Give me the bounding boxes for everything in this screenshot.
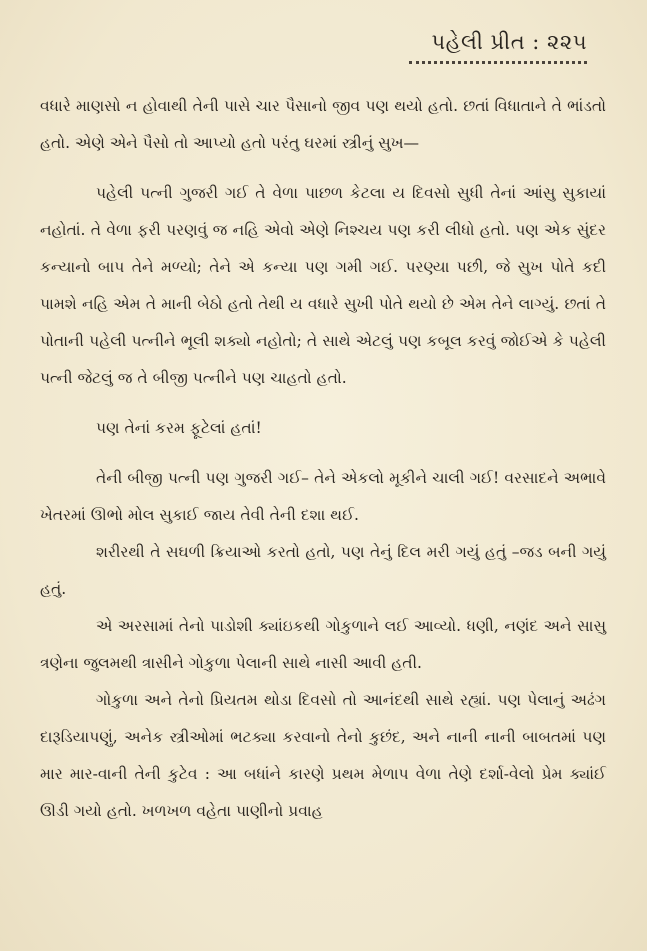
page-header-title: પહેલી પ્રીત : ૨૨૫ [431, 30, 587, 54]
paragraph-gap [40, 162, 606, 175]
paragraph-3: પણ તેનાં કરમ ફૂટેલાં હતાં! [96, 419, 262, 437]
paragraph-6: એ અરસામાં તેનો પાડોશી ક્યાંઇકથી ગોકુળાને લઈ આવ્યો. ધણી, નણંદ અને સાસુ ત્રણેના જુલમથી ત્રાસીને ગોકુળા પેલાની સાથે નાસી આવી હતી. [40, 617, 606, 672]
running-header [409, 30, 587, 64]
paragraph-gap [40, 397, 606, 410]
paragraph-1: વધારે માણસો ન હોવાથી તેની પાસે ચાર પૈસાનો જીવ પણ થયો હતો. છતાં વિધાતાને તે ભાંડતો હતો. એણે એને પૈસો તો આપ્યો હતો પરંતુ ઘરમાં સ્ત્રીનું સુખ— [40, 97, 606, 152]
paragraph-4: તેની બીજી પત્ની પણ ગુજરી ગઈ– તેને એકલો મૂકીને ચાલી ગઈ! વરસાદને અભાવે ખેતરમાં ઊભો મોલ સુકાઈ જાય તેવી તેની દશા થઈ. [40, 469, 606, 524]
paragraph-7: ગોકુળા અને તેનો પ્રિયતમ થોડા દિવસો તો આનંદથી સાથે રહ્યાં. પણ પેલાનું અઢંગ દારૂડિયાપણું, અનેક સ્ત્રીઓમાં ભટક્યા કરવાનો તેનો કુછંદ, અને નાની નાની બાબતમાં પણ માર માર-વાની તેની કુટેવ : આ બધાંને કારણે પ્રથમ મેળાપ વેળા તેણે દર્શા-વેલો પ્રેમ ક્યાંઈ ઊડી ગયો હતો. ખળખળ વહેતા પાણીનો પ્રવાહ [40, 691, 606, 820]
paragraph-5: શરીરથી તે સઘળી ક્રિયાઓ કરતો હતો, પણ તેનું દિલ મરી ગયું હતું –જડ બની ગયું હતું. [40, 543, 606, 598]
body-text [40, 88, 606, 830]
paragraph-2: પહેલી પત્ની ગુજરી ગઈ તે વેળા પાછળ કેટલા ય દિવસો સુધી તેનાં આંસુ સુકાયાં નહોતાં. તે વેળા ફરી પરણવું જ નહિ એવો એણે નિશ્ચય પણ કરી લીધો હતો. પણ એક સુંદર કન્યાનો બાપ તેને મળ્યો; તેને એ કન્યા પણ ગમી ગઈ. પરણ્યા પછી, જે સુખ પોતે કદી પામશે નહિ એમ તે માની બેઠો હતો તેથી ય વધારે સુખી પોતે થયો છે એમ તેને લાગ્યું. છતાં તે પોતાની પહેલી પત્નીને ભૂલી શક્યો નહોતો; તે સાથે એટલું પણ કબૂલ કરવું જોઈએ કે પહેલી પત્ની જેટલું જ તે બીજી પત્નીને પણ ચાહતો હતો. [40, 184, 606, 387]
header-dotted-rule [409, 57, 587, 64]
paragraph-gap [40, 447, 606, 460]
